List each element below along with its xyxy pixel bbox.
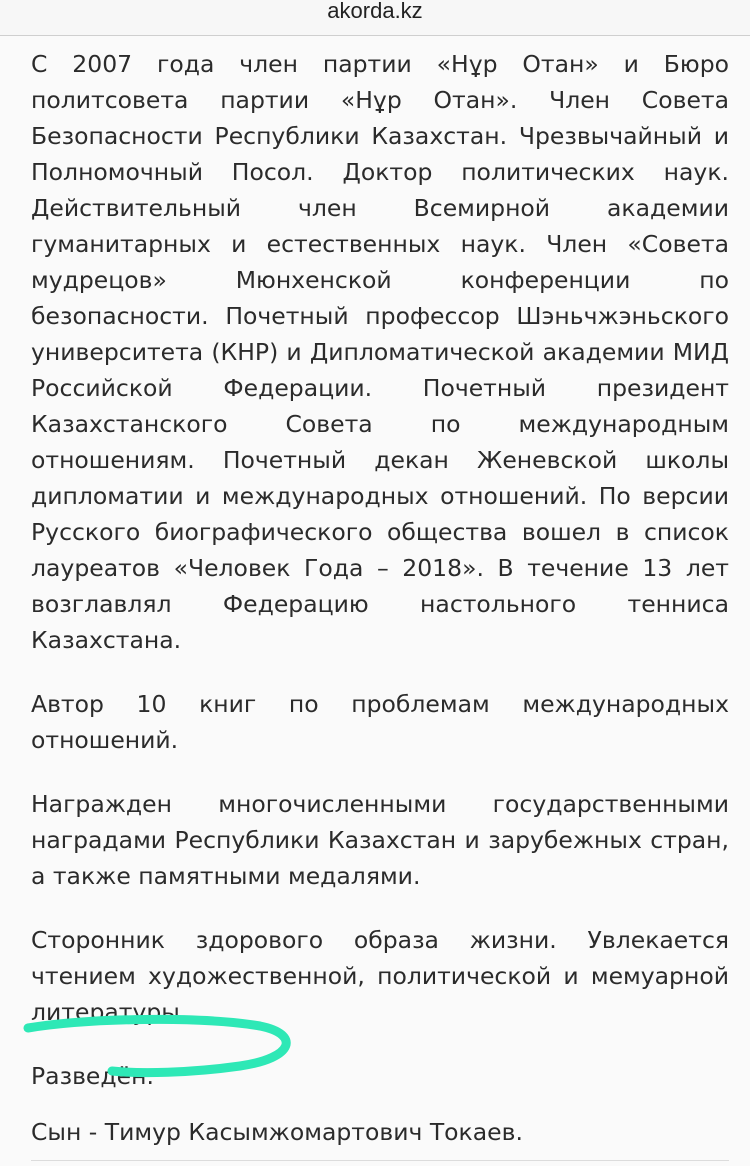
hobbies-paragraph: Сторонник здорового образа жизни. Увлекается чтением художественной, политической и мемуарной литературы. <box>31 926 729 1026</box>
bottom-divider <box>31 1160 729 1161</box>
biography-paragraph: С 2007 года член партии «Нұр Отан» и Бюро политсовета партии «Нұр Отан». Член Совета Безопасности Республики Казахстан. Чрезвычайный и Полномочный Посол. Доктор политических наук. Действительный член Всемирной академии гуманитарных и естественных наук. Член «Совета мудрецов» Мюнхенской конференции по безопасности. Почетный профессор Шэньчжэньского университета (КНР) и Дипломатической академии МИД Российской Федерации. Почетный президент Казахстанского Совета по международным отношениям. Почетный декан Женевской школы дипломатии и международных отношений. По версии Русского биографического общества вошел в список лауреатов «Человек Года – 2018». В течение 13 лет возглавлял Федерацию настольного тенниса Казахстана. <box>31 50 729 654</box>
marital-status: Разведён. <box>31 1062 154 1090</box>
son-info: Сын - Тимур Касымжомартович Токаев. <box>31 1118 523 1146</box>
books-paragraph: Автор 10 книг по проблемам международных отношений. <box>31 690 729 754</box>
article-body <box>31 46 729 1166</box>
awards-paragraph: Награжден многочисленными государственными наградами Республики Казахстан и зарубежных стран, а также памятными медалями. <box>31 790 729 890</box>
address-bar[interactable] <box>0 0 750 36</box>
url-text[interactable]: akorda.kz <box>327 0 423 23</box>
